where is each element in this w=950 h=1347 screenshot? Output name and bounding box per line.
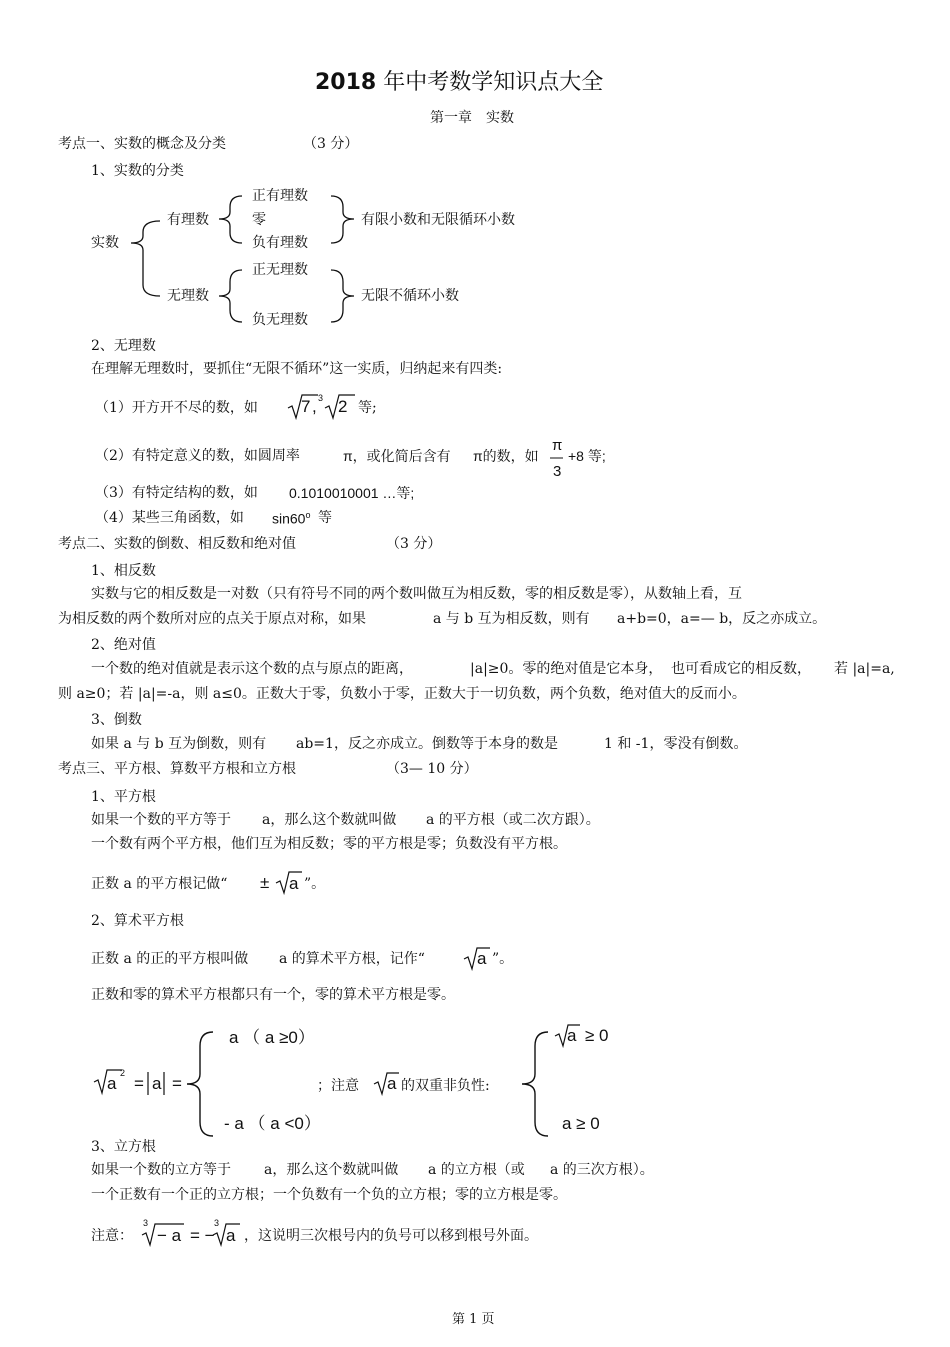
frac-den: 3: [553, 463, 562, 480]
lhs-radicand: a: [107, 1074, 117, 1093]
chapter-title: 第一章 实数: [430, 110, 514, 126]
k3-p5: 正数和零的算术平方根都只有一个，零的算术平方根是零。: [91, 987, 455, 1003]
k3-p2: 一个数有两个平方根，他们互为相反数；零的平方根是零；负数没有平方根。: [91, 836, 567, 852]
note-radicand: a: [387, 1074, 397, 1093]
sqrt-sign: [285, 393, 365, 423]
tree-inote: 无限不循环小数: [361, 288, 459, 304]
c1-end: 等;: [358, 400, 377, 416]
k3-p3a: 正数 a 的平方根记做“: [91, 876, 228, 892]
k2-p3b: ab=1，反之亦成立。倒数等于本身的数是: [296, 736, 558, 752]
rational-close-brace: [331, 196, 354, 243]
k3-sub1: 1、平方根: [91, 789, 156, 805]
tree-i1: 正无理数: [252, 262, 308, 278]
c4-end: 等: [318, 510, 332, 526]
case-nonneg: a （ a ≥0）: [229, 1028, 315, 1047]
c2-pi: π，或化简后含有: [343, 448, 451, 464]
k3-p4c: ”。: [492, 951, 514, 967]
c1-sep: ,: [312, 397, 317, 416]
lhs-abs-a: a: [152, 1074, 162, 1093]
c3-value: 0.1010010001 …等;: [289, 485, 415, 501]
k1-heading: 考点一、实数的概念及分类: [58, 136, 226, 152]
page-number: 第 1 页: [452, 1312, 495, 1327]
tree-irrational: 无理数: [167, 288, 209, 304]
irrational-brace: [219, 270, 242, 322]
k2-p2b: |a|≥0。零的绝对值是它本身，: [470, 661, 663, 677]
note-label: ；注意: [317, 1078, 359, 1094]
k3-score: （3— 10 分）: [386, 761, 478, 777]
c2-text: （2）有特定意义的数，如圆周率: [95, 448, 300, 464]
case-neg: - a （ a <0）: [224, 1114, 321, 1133]
nn2: a ≥ 0: [562, 1114, 600, 1133]
k2-p1d: a+b=0，a=— b，反之亦成立。: [617, 611, 827, 627]
frac-bar: [550, 457, 564, 459]
cube-radicand-neg: − a: [157, 1226, 182, 1245]
k3-p6a: 如果一个数的立方等于: [91, 1162, 231, 1178]
k2-score: （3 分）: [386, 536, 442, 552]
lhs-square: 2: [120, 1068, 126, 1078]
nn1-geq: ≥ 0: [585, 1026, 609, 1045]
title-text: 年中考数学知识点大全: [383, 70, 604, 95]
k3-sub2: 2、算术平方根: [91, 913, 184, 929]
p4-radicand: a: [477, 949, 487, 968]
k3-p4a: 正数 a 的正的平方根叫做: [91, 951, 249, 967]
cube-radicand: a: [226, 1226, 236, 1245]
c3-text: （3）有特定结构的数，如: [95, 485, 258, 501]
k2-p2d: 若 |a|=a,: [834, 661, 895, 677]
tree-rational: 有理数: [167, 212, 209, 228]
k3-p1c: a 的平方根（或二次方跟）。: [426, 812, 600, 828]
lhs-equals2: =: [172, 1074, 182, 1093]
k2-heading: 考点二、实数的倒数、相反数和绝对值: [58, 536, 296, 552]
lhs-equals: =: [134, 1074, 144, 1093]
k2-p1a: 实数与它的相反数是一对数（只有符号不同的两个数叫做互为相反数，零的相反数是零），从数轴上看，互: [91, 586, 742, 602]
k3-p1a: 如果一个数的平方等于: [91, 812, 231, 828]
c4-text: （4）某些三角函数，如: [95, 510, 244, 526]
p3-radicand: a: [289, 874, 299, 893]
c4-degree: o: [305, 510, 311, 520]
k2-p1b: 为相反数的两个数所对应的点关于原点对称，如果: [58, 611, 366, 627]
c1-index: 3: [318, 393, 324, 403]
k3-p6b: a，那么这个数就叫做: [264, 1162, 399, 1178]
frac-num: π: [552, 437, 563, 454]
k2-p2e: 则 a≥0；若 |a|=-a，则 a≤0。正数大于零，负数小于零，正数大于一切负数，两个负数，绝对值大的反而小。: [58, 686, 746, 702]
c1-rad1: 7: [301, 397, 311, 416]
irrational-close-brace: [331, 270, 354, 322]
note2-label: 注意：: [91, 1228, 133, 1244]
k2-p1c: a 与 b 互为相反数，则有: [433, 611, 590, 627]
cube-equals: = −: [190, 1226, 215, 1245]
k2-sub1: 1、相反数: [91, 563, 156, 579]
k3-p7: 一个正数有一个正的立方根；一个负数有一个负的立方根；零的立方根是零。: [91, 1187, 567, 1203]
c2-pi2: π的数，如: [473, 448, 539, 464]
c1-rad2: 2: [338, 397, 348, 416]
k3-heading: 考点三、平方根、算数平方根和立方根: [58, 761, 296, 777]
k3-sub3: 3、立方根: [91, 1139, 156, 1155]
k2-sub3: 3、倒数: [91, 712, 142, 728]
k2-p3a: 如果 a 与 b 互为倒数，则有: [91, 736, 267, 752]
cube-index2: 3: [214, 1218, 220, 1228]
k3-p6c: a 的立方根（或: [428, 1162, 525, 1178]
k2-p3c: 1 和 -1，零没有倒数。: [604, 736, 748, 752]
root-brace: [131, 221, 160, 296]
tree-root: 实数: [91, 235, 119, 251]
c4-value: [272, 511, 310, 526]
c2-end: +8 等;: [568, 448, 606, 464]
k2-sub2: 2、绝对值: [91, 637, 156, 653]
c1-text: （1）开方开不尽的数，如: [95, 400, 258, 416]
tree-i2: 负无理数: [252, 312, 308, 328]
k1-sub1: 1、实数的分类: [91, 163, 184, 179]
note2-text: ，这说明三次根号内的负号可以移到根号外面。: [244, 1228, 538, 1244]
k3-p4b: a 的算术平方根，记作“: [279, 951, 425, 967]
k3-p6d: a 的三次方根）。: [550, 1162, 654, 1178]
plus-minus: ±: [260, 873, 270, 892]
k2-p2a: 一个数的绝对值就是表示这个数的点与原点的距离，: [91, 661, 413, 677]
k1-score: （3 分）: [303, 136, 359, 152]
c4-sin: sin60: [272, 510, 306, 527]
tree-r3: 负有理数: [252, 235, 308, 251]
tree-rnote: 有限小数和无限循环小数: [361, 212, 515, 228]
k3-p1b: a，那么这个数就叫做: [262, 812, 397, 828]
tree-r1: 正有理数: [252, 188, 308, 204]
k2-p2c: 也可看成它的相反数，: [671, 661, 811, 677]
tree-r2: 零: [252, 212, 266, 228]
k1-intro: 在理解无理数时，要抓住“无限不循环”这一实质，归纳起来有四类:: [91, 361, 503, 377]
k1-sub2: 2、无理数: [91, 338, 156, 354]
rational-brace: [219, 196, 242, 243]
k3-p3b: ”。: [304, 876, 326, 892]
cube-index: 3: [143, 1218, 149, 1228]
title-year: 2018: [315, 70, 377, 95]
note-text: 的双重非负性:: [401, 1078, 490, 1094]
nn1-radicand: a: [567, 1026, 577, 1045]
